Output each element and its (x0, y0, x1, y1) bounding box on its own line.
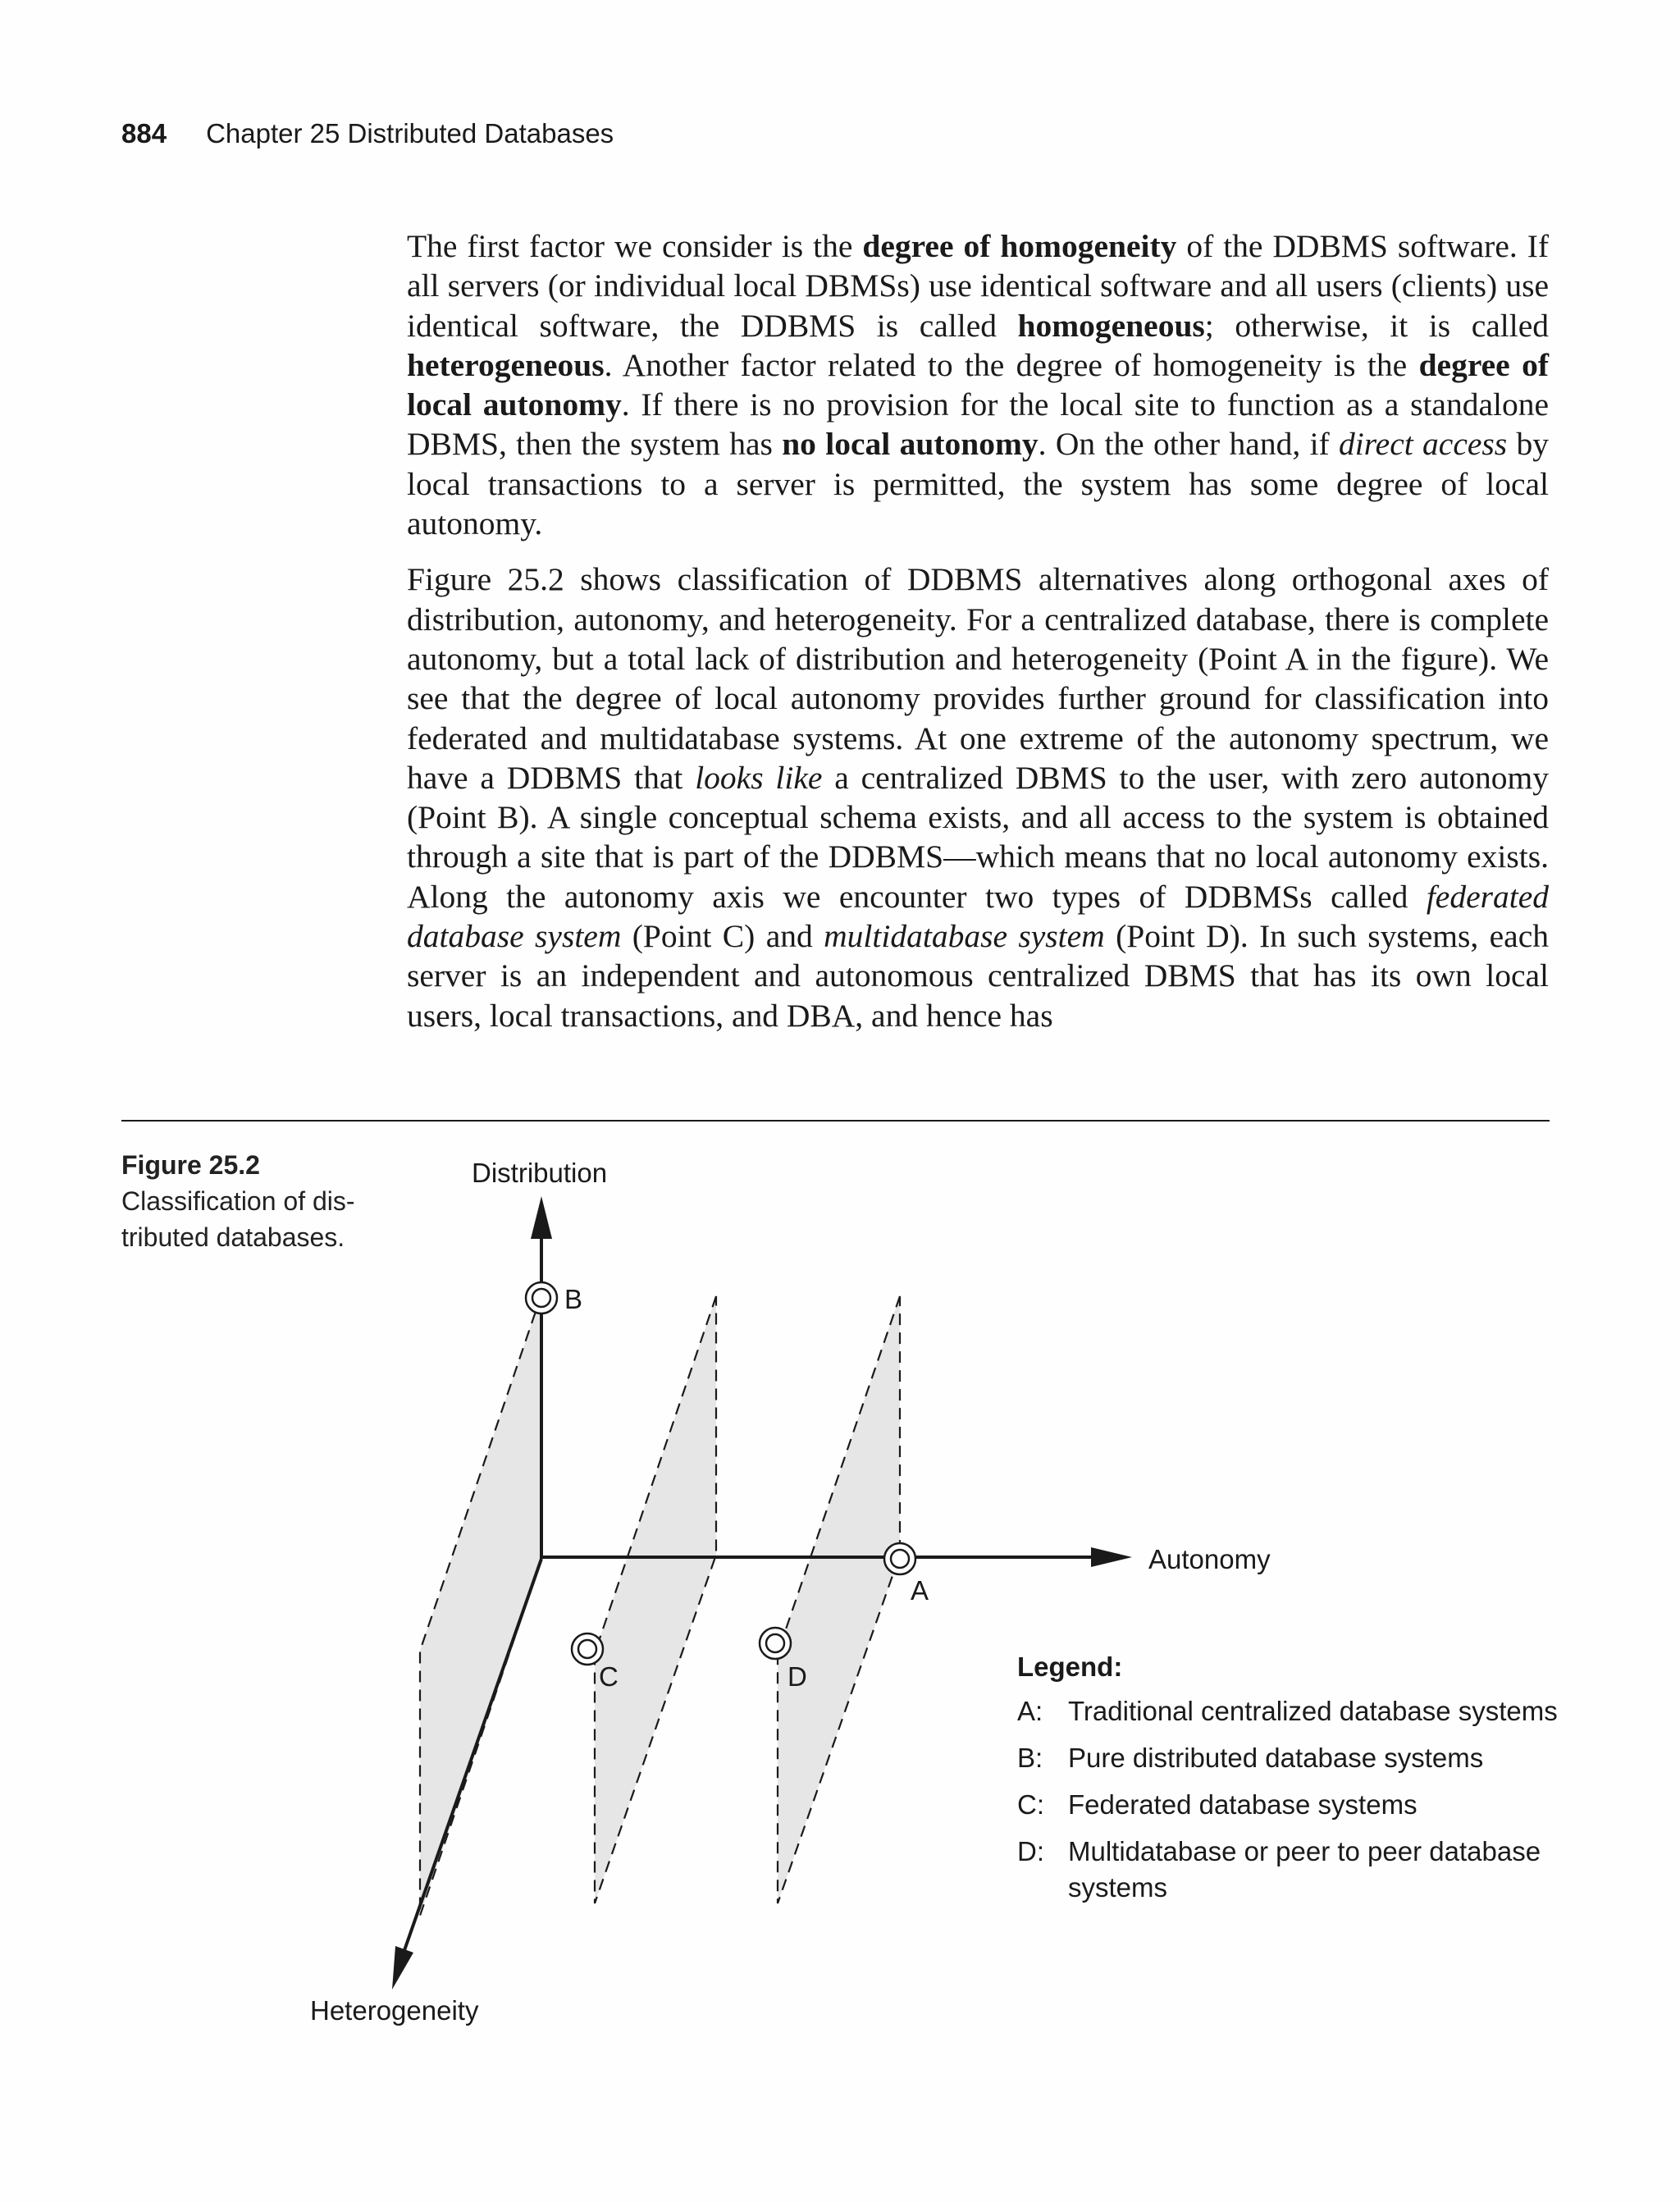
heterogeneity-axis-label: Heterogeneity (310, 1995, 479, 2026)
point-a-marker (884, 1543, 915, 1574)
legend-description: Traditional centralized database systems (1068, 1696, 1558, 1726)
italic-term: looks like (695, 759, 823, 796)
bold-term: degree of homogeneity (862, 228, 1177, 264)
text-run: . On the other hand, if (1038, 426, 1340, 463)
legend (1017, 1649, 1559, 1916)
legend-key: C: (1017, 1789, 1044, 1820)
text-run: a centralized DBMS to the user, with zero autonomy (Point B). A single conceptual schema exists, and all access to the system is obtained through a site that is part of the DDBMS—which means that no local autonomy exists. Along the autonomy axis we encounter two types of DDBMSs called (407, 759, 1549, 915)
text-run: . Another factor related to the degree of homogeneity is the (604, 346, 1419, 383)
distribution-axis-label: Distribution (472, 1158, 608, 1188)
autonomy-axis-label: Autonomy (1148, 1544, 1271, 1574)
plane-b (420, 1295, 541, 1916)
legend-item (1017, 1787, 1559, 1823)
text-run: of the DDBMS software. If all servers (or individual local DBMSs) use identical software and all users (clients) use identical software, the DDBMS is called (407, 228, 1549, 344)
point-d-marker (760, 1628, 791, 1659)
legend-description: Federated database systems (1068, 1789, 1418, 1820)
legend-item (1017, 1740, 1559, 1776)
point-c-label: C (599, 1661, 619, 1692)
distribution-arrowhead (531, 1196, 552, 1239)
italic-term: federated database system (407, 878, 1549, 955)
bold-term: homogeneous (1017, 307, 1205, 344)
legend-key: D: (1017, 1836, 1044, 1866)
text-run: (Point D). In such systems, each server is an independent and autonomous centralized DBMS that has its own local users, local transactions, and DBA, and hence has (407, 918, 1549, 1034)
legend-item (1017, 1834, 1559, 1906)
legend-description: Pure distributed database systems (1068, 1743, 1484, 1773)
plane-c (595, 1296, 716, 1903)
bold-term: heterogeneous (407, 346, 605, 383)
text-run: (Point C) and (621, 918, 824, 955)
text-run: Figure 25.2 shows classification of DDBMS alternatives along orthogonal axes of distribution, autonomy, and heterogeneity. For a centralized database, there is complete autonomy, but a total lack of distribution and heterogeneity (Point A in the figure). We see that the degree of local autonomy provides further ground for classification into federated and multidatabase systems. At one extreme of the autonomy spectrum, we have a DDBMS that (407, 561, 1549, 796)
autonomy-arrowhead (1091, 1547, 1132, 1567)
italic-term: multidatabase system (824, 918, 1105, 955)
point-a-label: A (911, 1575, 929, 1606)
chapter-title: Chapter 25 Distributed Databases (206, 118, 614, 148)
text-run: The first factor we consider is the (407, 228, 863, 264)
legend-key: A: (1017, 1696, 1043, 1726)
bold-term: degree of local autonomy (407, 346, 1549, 423)
point-c-marker (572, 1633, 603, 1665)
page-number: 884 (121, 118, 167, 148)
text-run: . If there is no provision for the local site to function as a standalone DBMS, then the system has (407, 386, 1549, 463)
bold-term: no local autonomy (782, 426, 1039, 463)
legend-key: B: (1017, 1743, 1043, 1773)
legend-description: Multidatabase or peer to peer database systems (1068, 1836, 1541, 1903)
figure-caption-text: Classification of distributed databases. (121, 1186, 355, 1252)
plane-d (778, 1296, 900, 1903)
point-b-label: B (564, 1284, 583, 1314)
italic-term: direct access (1339, 426, 1508, 463)
legend-title: Legend: (1017, 1652, 1123, 1682)
heterogeneity-arrowhead (392, 1946, 413, 1990)
legend-item (1017, 1693, 1559, 1729)
figure-label: Figure 25.2 (121, 1150, 260, 1180)
point-b-marker (526, 1282, 557, 1313)
text-run: by local transactions to a server is permitted, the system has some degree of local autonomy. (407, 426, 1550, 542)
text-run: ; otherwise, it is called (1204, 307, 1549, 344)
point-d-label: D (788, 1661, 807, 1692)
